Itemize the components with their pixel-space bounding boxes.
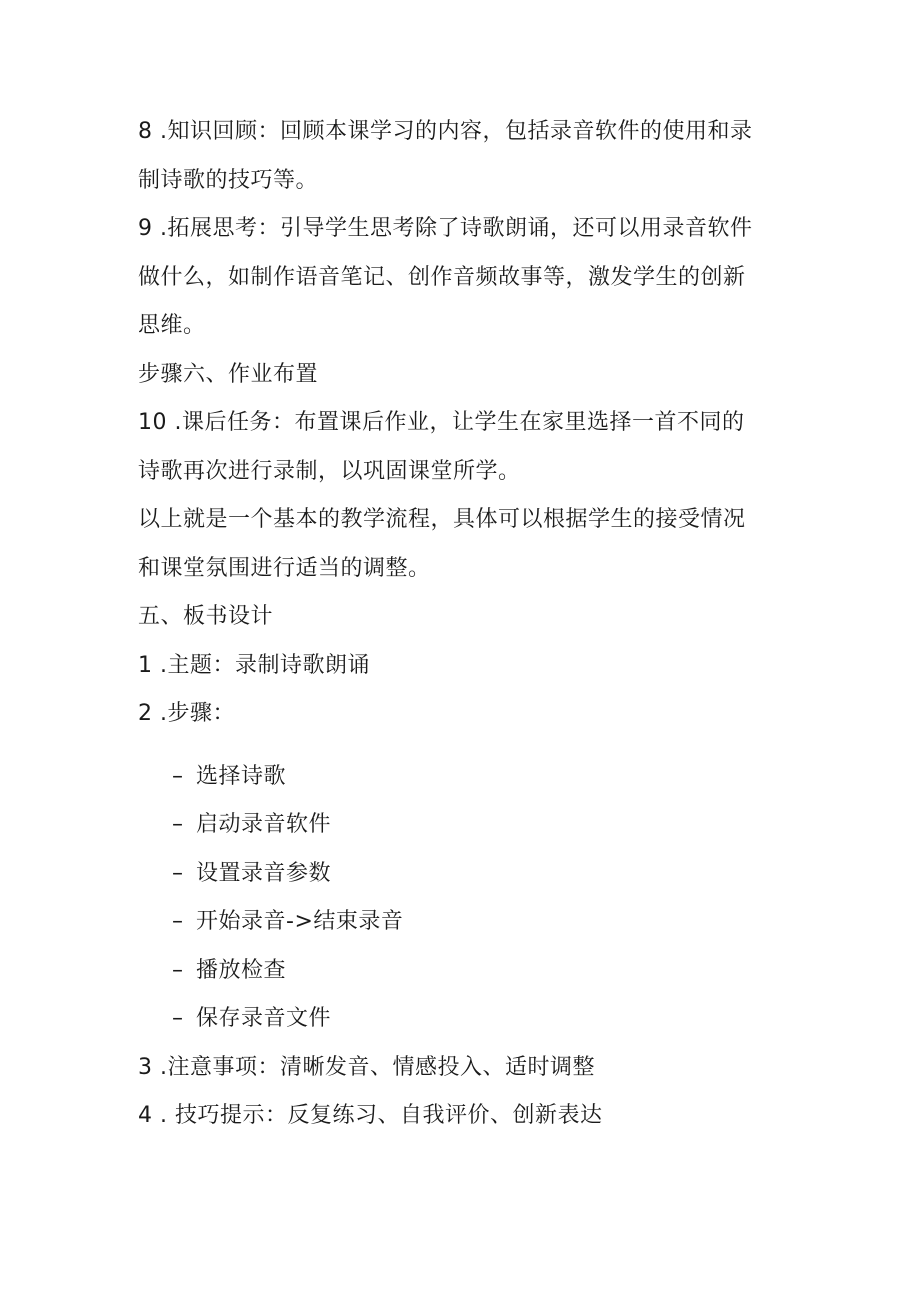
step-text: 启动录音软件 xyxy=(196,812,332,837)
step-text: 开始录音->结束录音 xyxy=(196,909,404,934)
step-item xyxy=(138,995,778,1044)
dash-marker: – xyxy=(172,909,184,934)
document-body xyxy=(138,108,778,1141)
list-item: 4 . 技巧提示：反复练习、自我评价、创新表达 xyxy=(138,1103,603,1128)
dash-marker: – xyxy=(172,957,184,983)
paragraph-line: 做什么，如制作语音笔记、创作音频故事等，激发学生的创新 xyxy=(138,264,746,290)
section-heading: 五、板书设计 xyxy=(138,604,274,629)
dash-marker: – xyxy=(172,1006,184,1031)
step-item xyxy=(138,850,778,899)
section-heading: 步骤六、作业布置 xyxy=(138,361,319,387)
step-item xyxy=(138,753,778,802)
step-text: 设置录音参数 xyxy=(196,860,332,886)
paragraph-line: 思维。 xyxy=(138,313,206,338)
step-text: 选择诗歌 xyxy=(196,763,287,789)
paragraph-line: 10 .课后任务：布置课后作业，让学生在家里选择一首不同的 xyxy=(138,410,745,435)
step-item xyxy=(138,801,778,850)
list-item: 3 .注意事项：清晰发音、情感投入、适时调整 xyxy=(138,1054,595,1080)
paragraph-line: 制诗歌的技巧等。 xyxy=(138,167,319,193)
step-item xyxy=(138,947,778,996)
step-text: 播放检查 xyxy=(196,957,287,983)
steps-list xyxy=(138,753,778,1044)
paragraph-line: 9 .拓展思考：引导学生思考除了诗歌朗诵，还可以用录音软件 xyxy=(138,216,753,241)
dash-marker: – xyxy=(172,860,184,886)
list-item: 1 .主题：录制诗歌朗诵 xyxy=(138,652,370,678)
dash-marker: – xyxy=(172,763,184,789)
paragraph-line: 诗歌再次进行录制，以巩固课堂所学。 xyxy=(138,458,521,484)
dash-marker: – xyxy=(172,812,184,837)
step-text: 保存录音文件 xyxy=(196,1006,332,1031)
step-item xyxy=(138,898,778,947)
paragraph-line: 和课堂氛围进行适当的调整。 xyxy=(138,555,431,581)
list-item: 2 .步骤： xyxy=(138,701,235,726)
paragraph-line: 以上就是一个基本的教学流程，具体可以根据学生的接受情况 xyxy=(138,507,746,532)
paragraph-line: 8 .知识回顾：回顾本课学习的内容，包括录音软件的使用和录 xyxy=(138,119,753,144)
